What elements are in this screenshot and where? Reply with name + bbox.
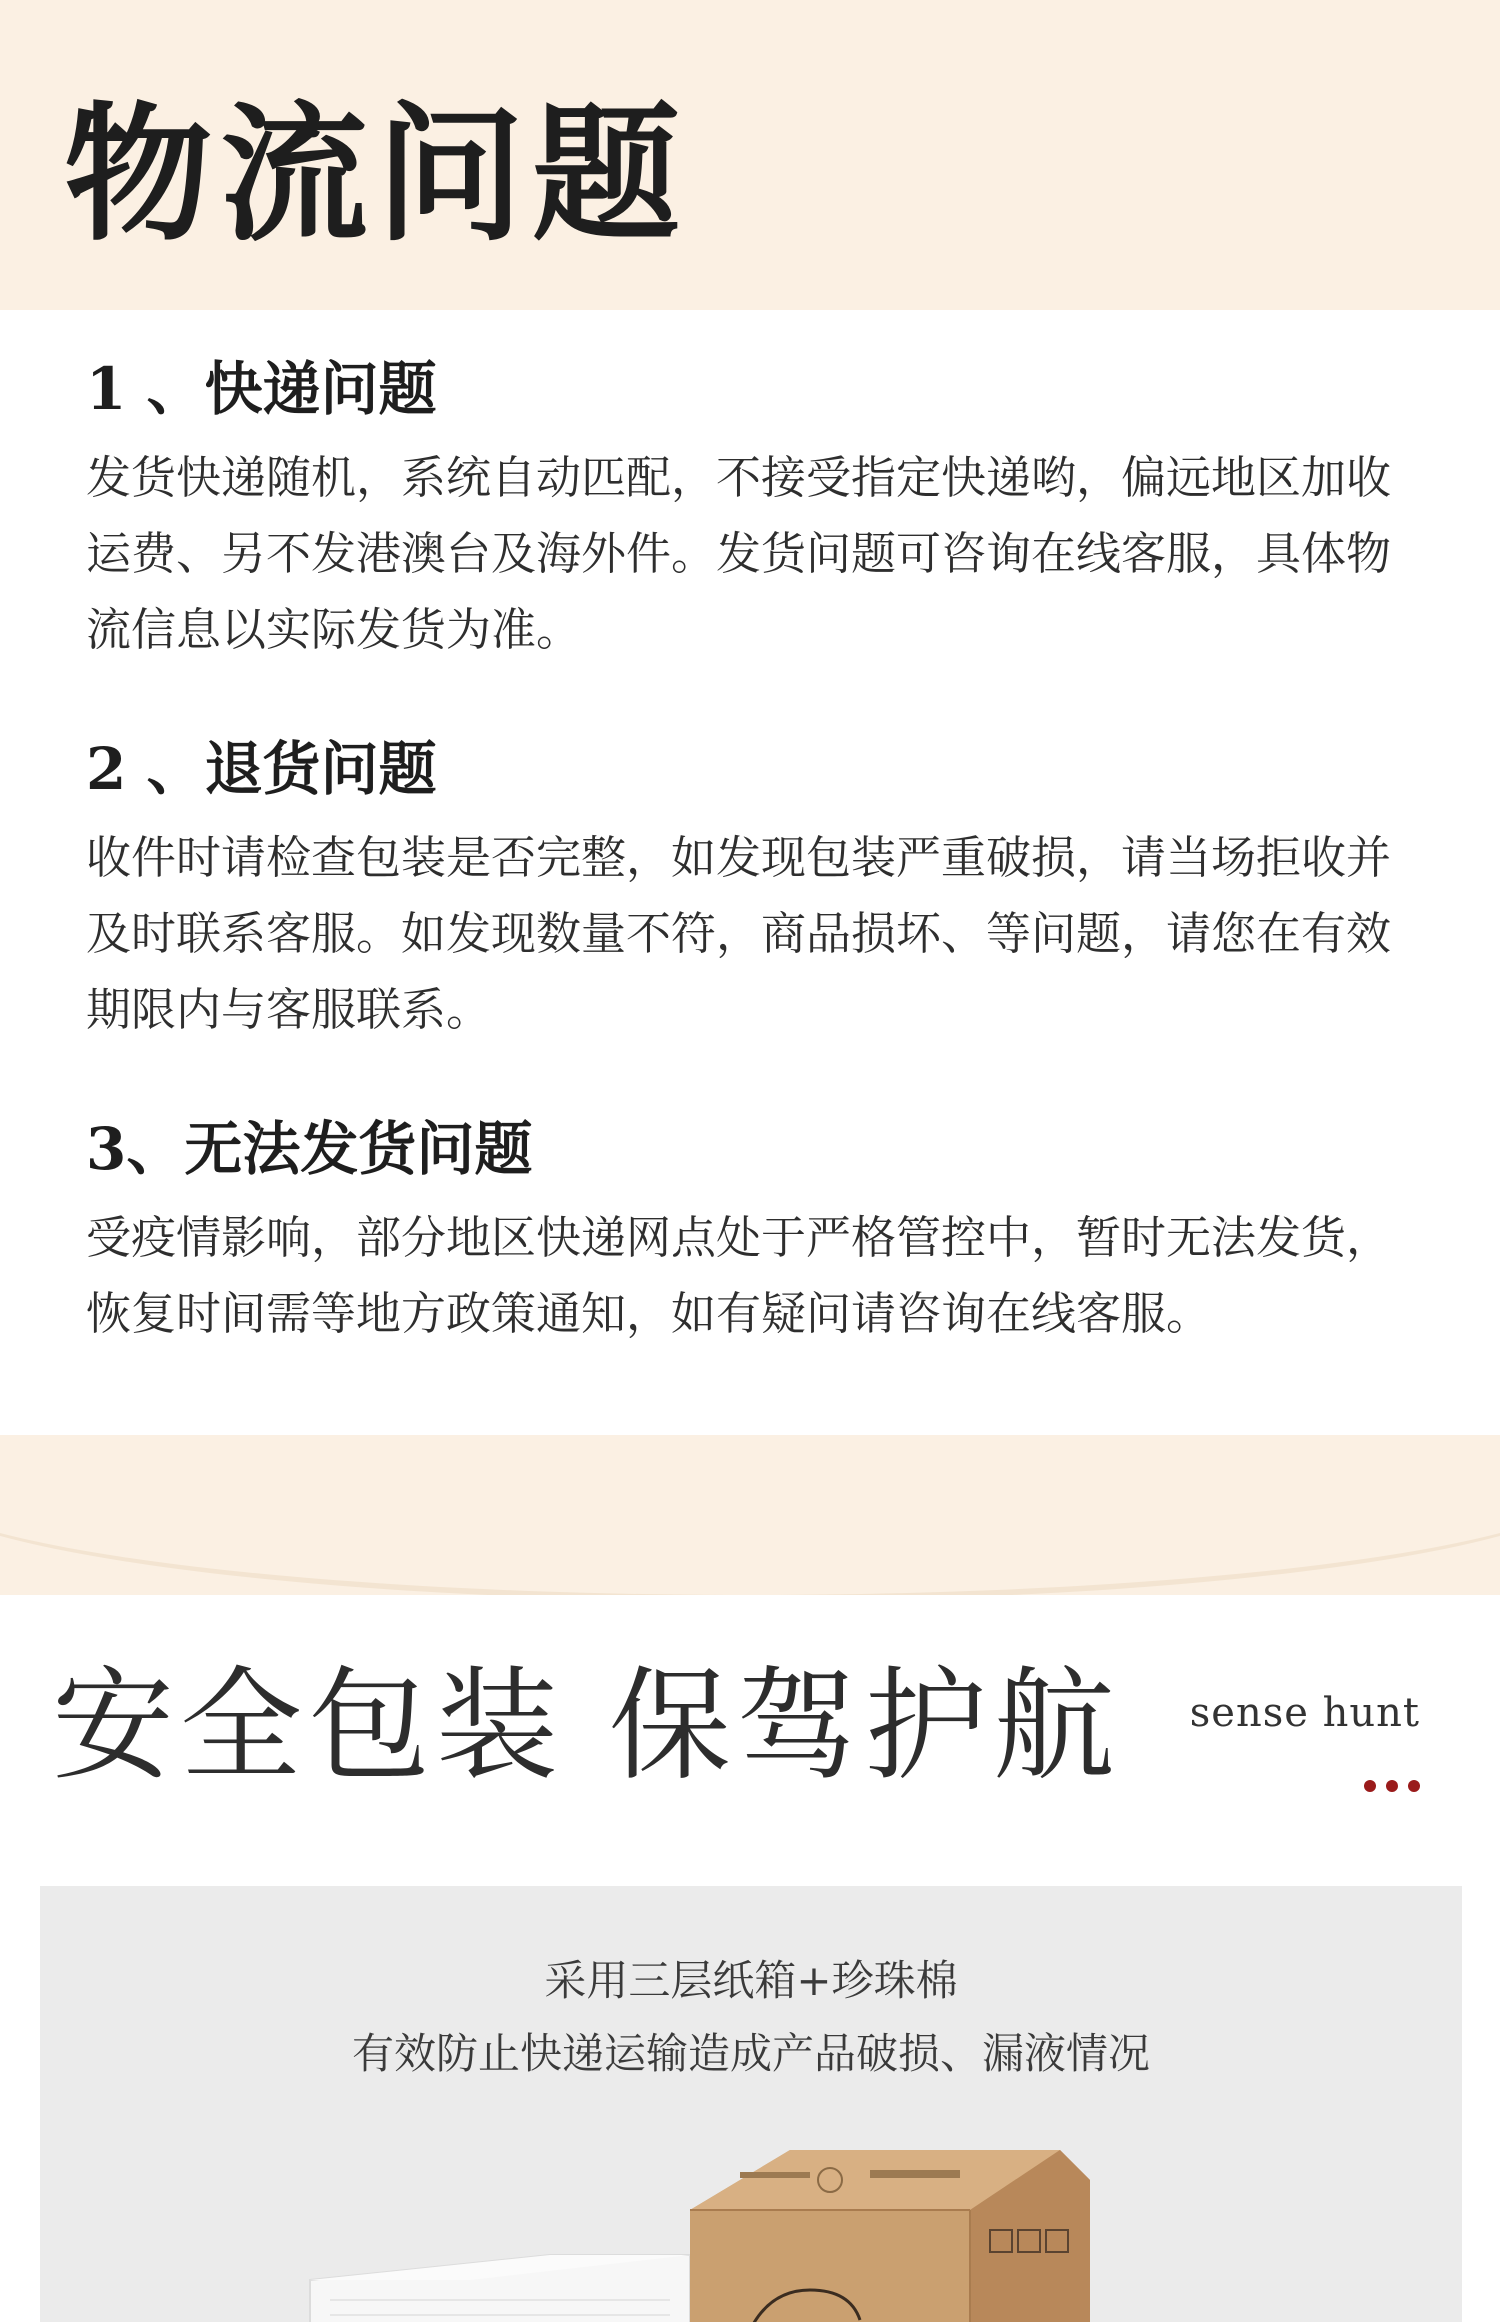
brand-label: sense hunt (1189, 1690, 1420, 1736)
dot (1386, 1780, 1398, 1792)
decorative-curve (0, 1435, 1500, 1595)
header-band (0, 0, 1500, 310)
dot (1364, 1780, 1376, 1792)
faq-body: 收件时请检查包装是否完整，如发现包装严重破损，请当场拒收并及时联系客服。如发现数量不符，商品损坏、等问题，请您在有效期限内与客服联系。 (86, 831, 1392, 1036)
faq-heading: 1 、快递问题 (86, 355, 437, 423)
faq-item-unable-to-ship (86, 1115, 1426, 1352)
faq-item-shipping (86, 355, 1426, 668)
divider-band (0, 1435, 1500, 1595)
page-title: 物流问题 (64, 87, 688, 261)
faq-heading: 2 、退货问题 (86, 735, 437, 803)
packaging-line-1: 采用三层纸箱+珍珠棉 (544, 1956, 958, 2005)
packaging-card (40, 1886, 1462, 2322)
packaging-line-2: 有效防止快递运输造成产品破损、漏液情况 (351, 2029, 1150, 2078)
faq-body: 发货快递随机，系统自动匹配，不接受指定快递哟，偏远地区加收运费、另不发港澳台及海外件。发货问题可咨询在线客服，具体物流信息以实际发货为准。 (86, 451, 1392, 656)
foam-block-icon (310, 2255, 690, 2322)
dot (1408, 1780, 1420, 1792)
cardboard-box-icon (690, 2150, 1090, 2322)
ellipsis-dots-icon (1364, 1780, 1420, 1792)
packaging-box-illustration (270, 2150, 1250, 2322)
faq-item-returns (86, 735, 1426, 1048)
faq-heading: 3、无法发货问题 (86, 1115, 533, 1183)
faq-body: 受疫情影响，部分地区快递网点处于严格管控中，暂时无法发货，恢复时间需等地方政策通知，如有疑问请咨询在线客服。 (86, 1211, 1392, 1340)
packaging-title: 安全包装 保驾护航 (52, 1655, 1121, 1797)
